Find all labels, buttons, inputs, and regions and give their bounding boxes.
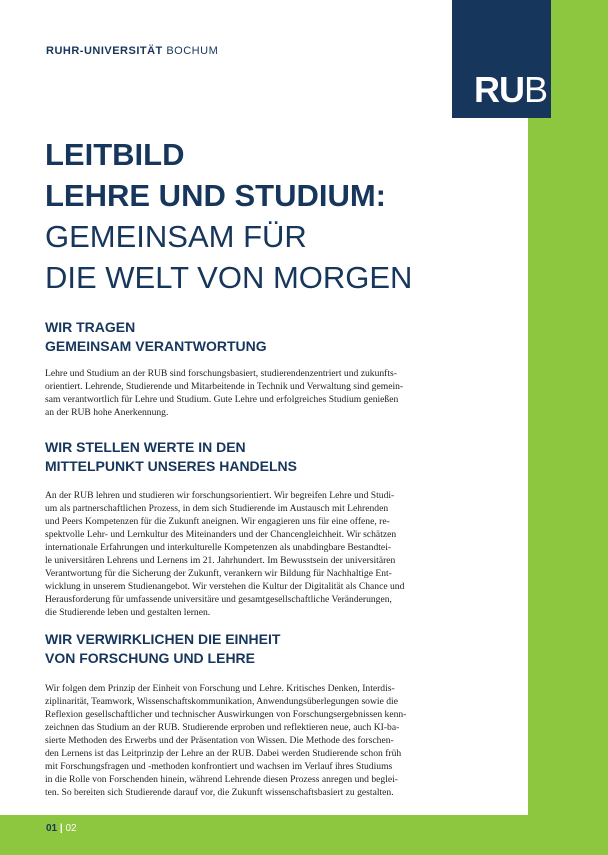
section-3-heading-line-2: VON FORSCHUNG UND LEHRE [45,650,256,666]
paragraph-line: mit Forschungsfragen und -methoden konfrontiert und wachsen im Verlauf ihres Studiums [45,761,393,772]
page-number-total: 02 [65,823,77,834]
page-number-separator: | [59,823,63,834]
section-3-heading-line-1: WIR VERWIRKLICHEN DIE EINHEIT [45,631,281,647]
title-line-2: LEHRE UND STUDIUM: [45,178,386,213]
title-line-1: LEITBILD [45,137,185,172]
paragraph-line: um als partnerschaftlichen Prozess, in dem sich Studierende im Austausch mit Lehrenden [45,503,389,514]
university-name-bold: RUHR-UNIVERSITÄT [46,45,163,57]
paragraph-line: Lehre und Studium an der RUB sind forschungsbasiert, studierendenzentriert und zukunfts- [45,368,397,379]
green-side-band [528,0,608,855]
paragraph-line: in die Rolle von Forschenden hinein, während Lehrende diesen Prozess anregen und beglei- [45,774,398,785]
paragraph-line: sam verantwortlich für Lehre und Studium. Gute Lehre und erfolgreiches Studium genießen [45,394,399,405]
paragraph-line: den Lernens ist das Leitprinzip der Lehre an der RUB. Dabei werden Studierende schon früh [45,748,402,759]
page-title [45,134,412,298]
paragraph-line: spektvolle Lehr- und Lernkultur des Miteinanders und der Chancengleichheit. Wir schätzen [45,529,397,540]
paragraph-line: An der RUB lehren und studieren wir forschungsorientiert. Wir begreifen Lehre und Studi- [45,490,395,501]
university-name [46,45,218,57]
university-name-rest: BOCHUM [166,45,219,57]
section-1-heading [45,318,267,356]
section-3-paragraph [45,682,435,799]
section-2-heading-line-1: WIR STELLEN WERTE IN DEN [45,439,246,455]
paragraph-line: le universitären Lehrens und Lernens im 21. Jahrhundert. Im Bewusstsein der universitären [45,555,396,566]
paragraph-line: zeichnen das Studium an der RUB. Studierende erproben und reflektieren neue, auch KI-ba- [45,722,400,733]
section-1-paragraph [45,367,435,419]
paragraph-line: Wir folgen dem Prinzip der Einheit von Forschung und Lehre. Kritisches Denken, Interdis- [45,683,395,694]
paragraph-line: ten. So bereiten sich Studierende darauf vor, die Zukunft wissenschaftsbasiert zu gestalten. [45,787,394,798]
logo-light-part: B [524,69,548,110]
paragraph-line: die Studierende leben und gestalten lernen. [45,607,211,618]
paragraph-line: ziplinarität, Teamwork, Wissenschaftskommunikation, Anwendungsüberlegungen sowie die [45,696,398,707]
section-3-heading [45,630,280,668]
paragraph-line: Herausforderung für umfassende universitäre und gesamtgesellschaftliche Veränderungen, [45,594,392,605]
paragraph-line: und Peers Kompetenzen für die Zukunft aneignen. Wir engagieren uns für eine offene, re- [45,516,390,527]
section-2-heading-line-2: MITTELPUNKT UNSERES HANDELNS [45,458,298,474]
section-2-heading [45,438,297,476]
paragraph-line: Reflexion gesellschaftlicher und technischer Auswirkungen von Forschungsergebnissen kenn- [45,709,407,720]
section-1-heading-line-2: GEMEINSAM VERANTWORTUNG [45,338,267,354]
paragraph-line: wicklung in unserem Studienangebot. Wir verstehen die Kultur der Digitalität als Chance und [45,581,405,592]
paragraph-line: an der RUB hohe Anerkennung. [45,407,169,418]
paragraph-line: Verantwortung für die Sicherung der Zukunft, verankern wir Bildung für Nachhaltige Ent- [45,568,392,579]
section-1-heading-line-1: WIR TRAGEN [45,319,136,335]
title-line-3: GEMEINSAM FÜR [45,219,307,254]
rub-logo-text [474,69,548,110]
logo-bold-part: RU [474,69,524,110]
title-line-4: DIE WELT VON MORGEN [45,260,413,295]
green-footer-band [0,815,608,855]
paragraph-line: internationale Erfahrungen und interkulturelle Kompetenzen als unabdingbare Bestandtei- [45,542,392,553]
paragraph-line: sierte Methoden des Erwerbs und der Präsentation von Wissen. Die Methode des forschen- [45,735,394,746]
section-2-paragraph [45,489,435,619]
page-number-current: 01 [46,823,58,834]
page-number [46,823,77,834]
paragraph-line: orientiert. Lehrende, Studierende und Mitarbeitende in Technik und Verwaltung sind gemein- [45,381,404,392]
